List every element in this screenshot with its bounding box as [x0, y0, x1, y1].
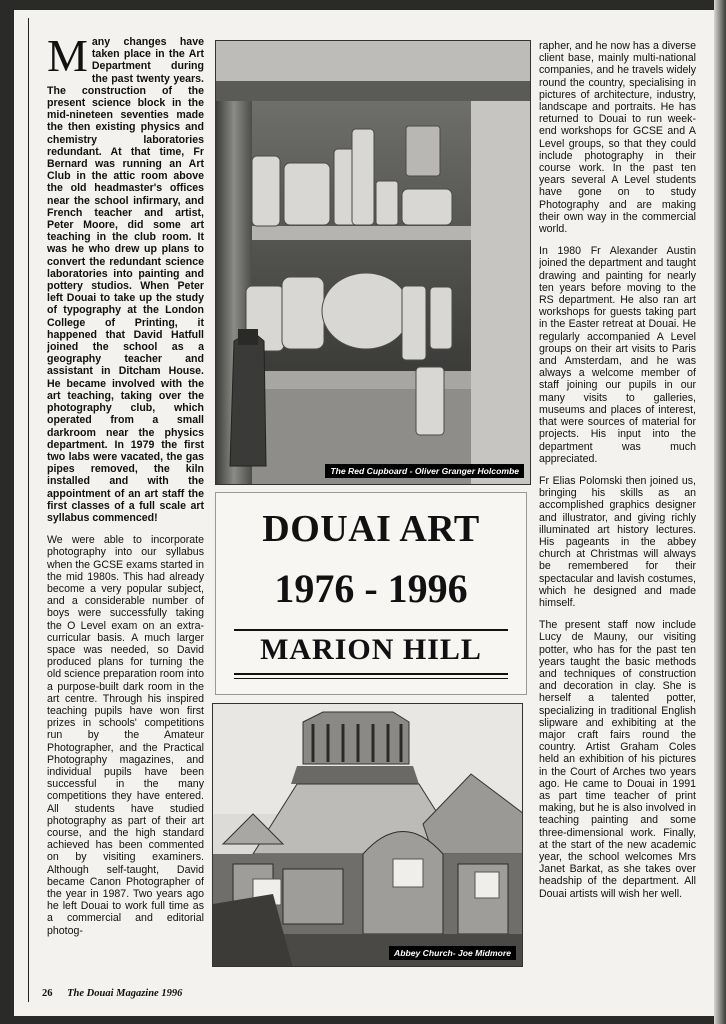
painting-caption-bottom: Abbey Church- Joe Midmore — [389, 946, 516, 960]
magazine-name: The Douai Magazine 1996 — [67, 988, 183, 999]
paragraph-present-staff: The present staff now include Lucy de Mauny, our visiting potter, who has for the past ten years taught the basic methods and techniques of construction and decoration in clay. She is herself a talented potter, specializing in traditional English slipware and exhibiting at the major craft fairs round the country. Artist Graham Coles held an exhibition of his pictures in the Court of Arches two years ago. He came to Douai in 1991 as part time teacher of print making, but he is also involved in teaching painting and some three-dimensional work. Finally, at the start of the new academic year, the school welcomes Mrs Janet Barkat, as she takes over headship of the department. All Douai artists will wish her well. — [539, 619, 696, 900]
page-footer — [42, 988, 182, 999]
paragraph-polomski: Fr Elias Polomski then joined us, bringing his skills as an accomplished graphics designer and illustrator, and giving richly illuminated art history lectures. His pageants in the abbey church at Christmas will always be remembered for their spectacular and lavish costumes, which he designed and made himself. — [539, 474, 696, 609]
article-column-right — [539, 40, 696, 970]
paragraph-photographer: rapher, and he now has a diverse client base, mainly multi-national companies, and he travels widely round the country, specialising in pictures of architecture, industry, landscape and portraits. He has returned to Douai to run week-end workshops for GCSE and A Level groups, so that they could include photography in their course work. In the past ten years several A Level students have gone on to study Photography and are making their own way in the commercial world. — [539, 40, 696, 236]
church-illustration — [213, 704, 523, 967]
paragraph-austin: In 1980 Fr Alexander Austin joined the department and taught drawing and painting for nearly ten years before moving to the RS department. He also ran art workshops for guests taking part in the Easter retreat at Douai. He regularly accompanied A Level groups on their art visits to Paris and Amsterdam, and he was always a welcome member of staff joining our pupils in our many visits to galleries, museums and places of interest, that were sources of material for projects. His input into the department was much appreciated. — [539, 245, 696, 465]
cupboard-illustration — [216, 41, 531, 485]
title-rule-top — [234, 629, 508, 631]
intro-paragraph — [47, 36, 204, 524]
article-column-left — [47, 36, 204, 976]
title-rule-bottom — [234, 673, 508, 675]
article-title: DOUAI ART — [262, 508, 480, 550]
drop-cap: M — [47, 36, 88, 81]
intro-text: any changes have taken place in the Art Department during the past twenty years. The construction of the present science block in the mid-nineteen seventies made the then existing physics and chemistry laboratories redundant. At that time, Fr Bernard was running an Art Club in the attic room above the old headmaster's offices near the school infirmary, and French teacher and artist, Peter Moore, did some art teaching in the club room. It was he who drew up plans to convert the redundant science laboratories into painting and pottery studios. When Peter left Douai to take up the study of typography at the London College of Printing, it happened that David Hatfull joined the school as a geography teacher and assistant in Ditcham House. He became involved with the art teaching, taking over the photography club, which operated from a small darkroom near the physics department. In 1979 the first two labs were vacated, the gas pipes removed, the kiln installed and with the appointment of an art staff the first classes of a full scale art syllabus commenced! — [47, 36, 204, 524]
article-years: 1976 - 1996 — [274, 566, 468, 611]
page-edge-shadow — [714, 0, 726, 1024]
page-number: 26 — [42, 988, 53, 999]
title-rule-bottom-thin — [234, 678, 508, 679]
margin-rule — [28, 18, 29, 1002]
paragraph-photography: We were able to incorporate photography into our syllabus when the GCSE exams started in the mid 1980s. This had already become a very popular subject, and a considerable number of boys were successfully taking the O Level exam on an extra-curricular basis. A much larger space was needed, so David produced plans for turning the old science preparation room into a purpose-built dark room in the art centre. Through his inspired teaching pupils have won first prizes in schools' competitions run by the Amateur Photographer, and the Practical Photography magazines, and individual pupils have been successful in the many competitions they have entered. All students have studied photography as part of their art course, and the high standard achieved has been commented on by visiting examiners. Although self-taught, David became Canon Photographer of the year in 1987. Two years ago he left Douai to work full time as a commercial and editorial photog- — [47, 534, 204, 937]
painting-caption-top: The Red Cupboard - Oliver Granger Holcombe — [325, 464, 524, 478]
abbey-church-painting — [212, 703, 523, 967]
title-box — [215, 492, 527, 695]
red-cupboard-painting — [215, 40, 531, 485]
article-author: MARION HILL — [260, 633, 482, 666]
